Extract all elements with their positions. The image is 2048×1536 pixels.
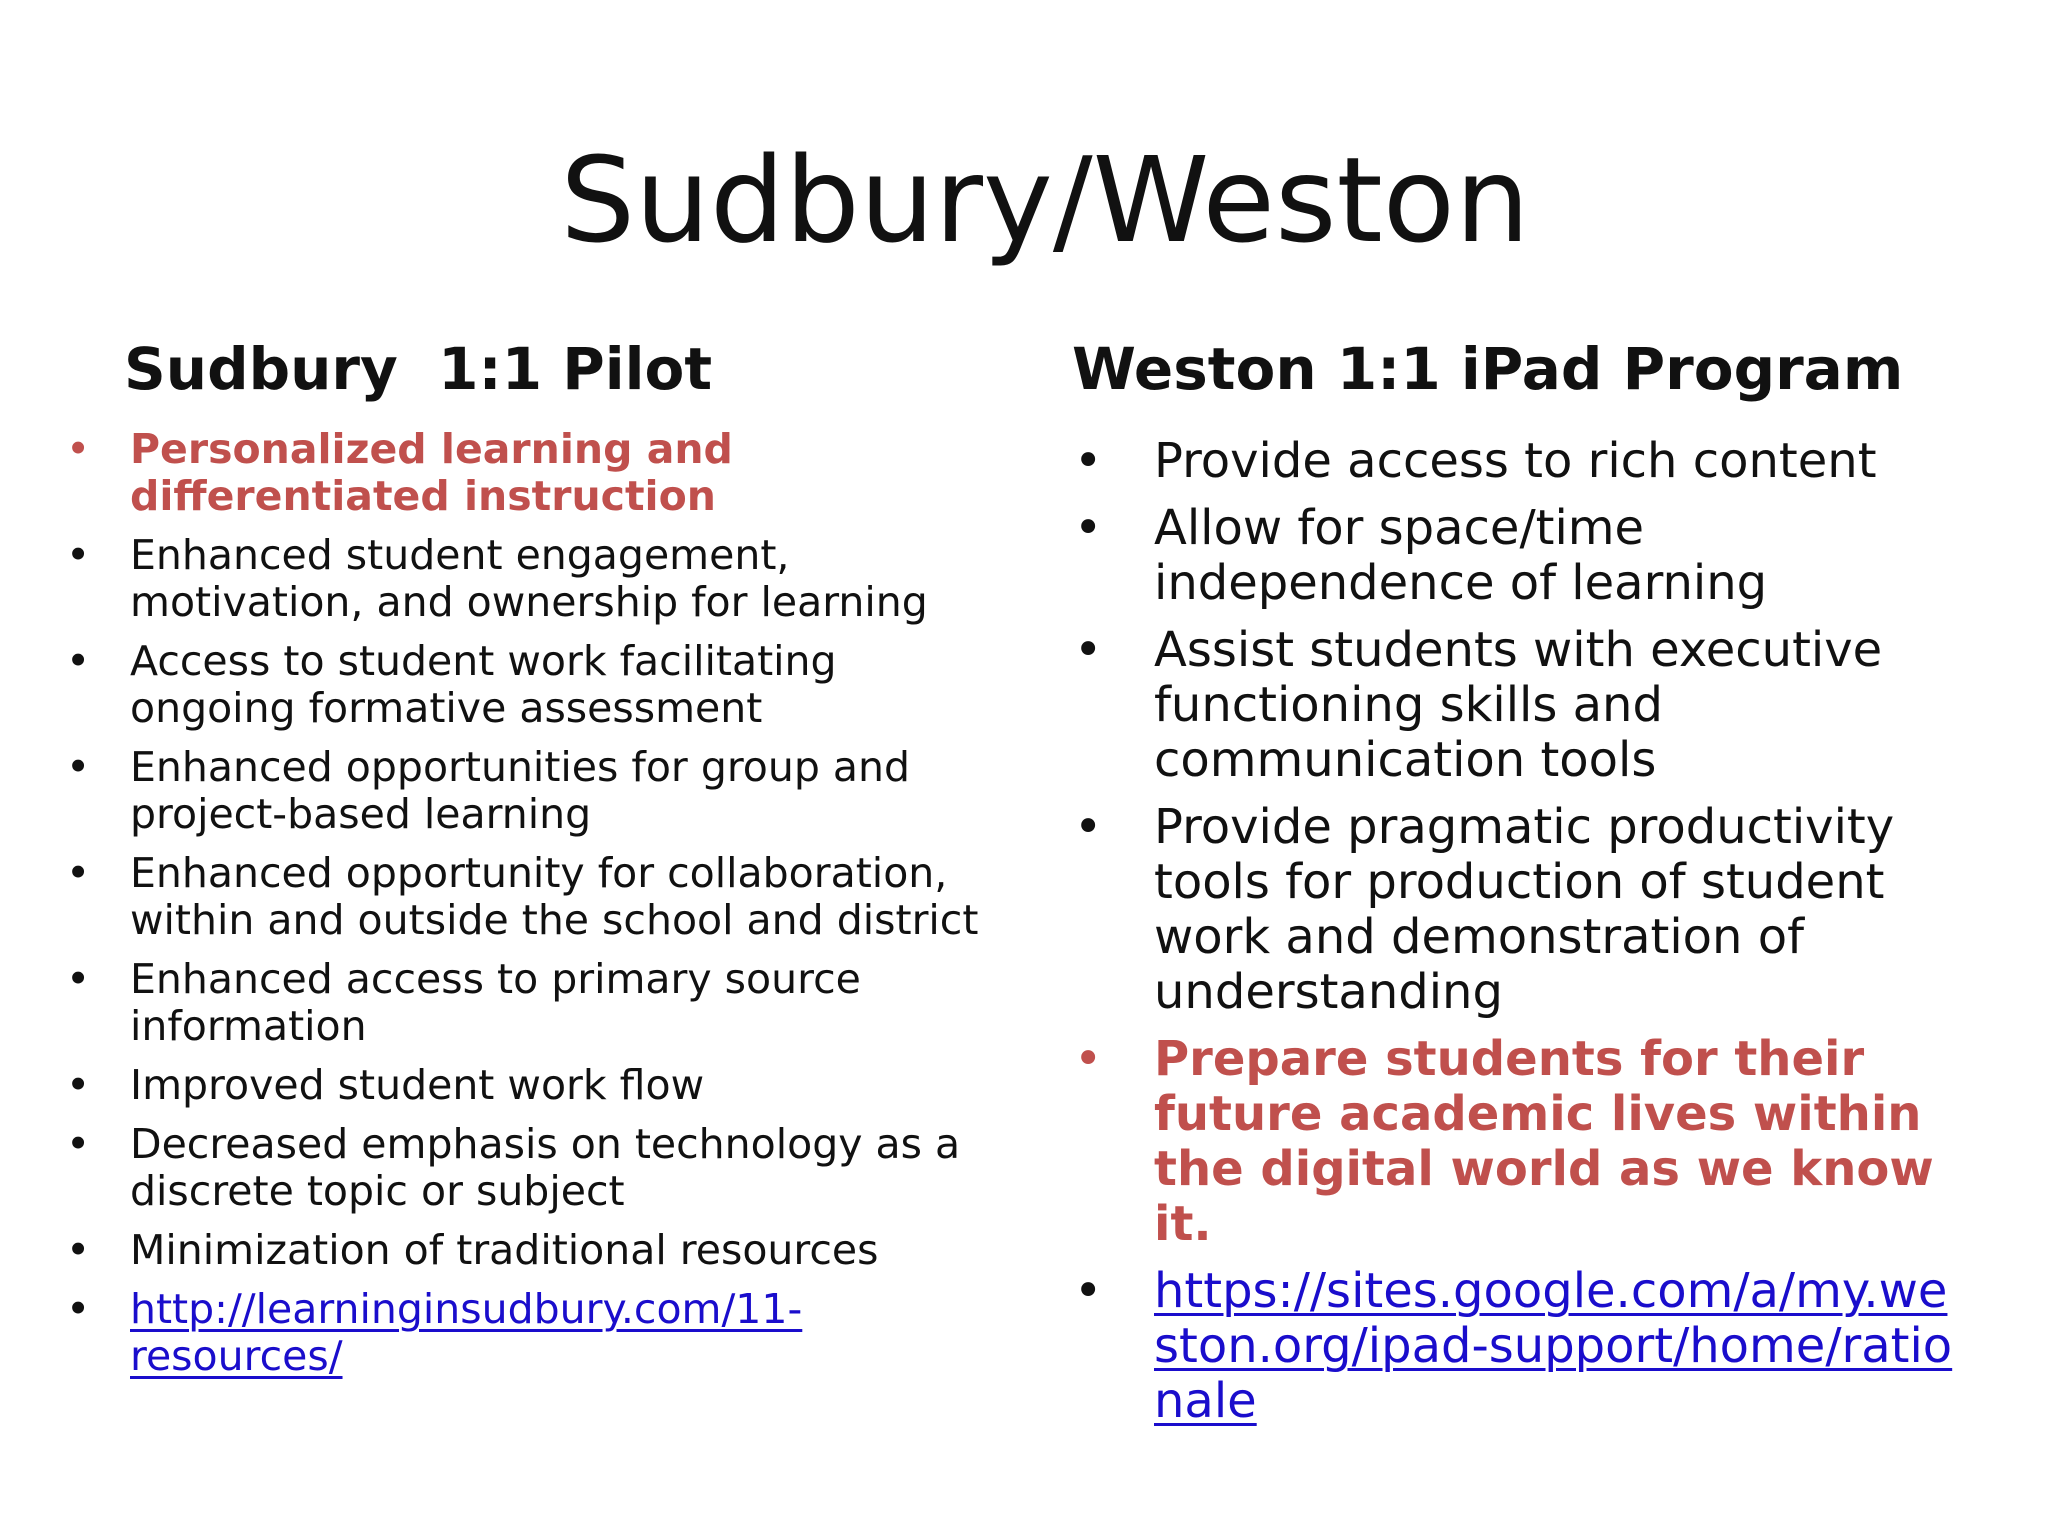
item-text: Minimization of traditional resources	[130, 1226, 879, 1274]
bullet-icon: •	[66, 955, 91, 1003]
item-text: Provide pragmatic productivity tools for production of student work and demonstration of understanding	[1154, 799, 1895, 1020]
sudbury-item-work-flow	[60, 1062, 980, 1109]
bullet-icon: •	[66, 1285, 91, 1333]
bullet-icon: •	[66, 849, 91, 897]
bullet-icon: •	[66, 1120, 91, 1168]
item-text: Enhanced student engagement, motivation, and ownership for learning	[130, 531, 928, 626]
weston-item-executive	[1068, 623, 1968, 788]
bullet-icon: •	[66, 425, 91, 473]
bullet-icon: •	[66, 637, 91, 685]
weston-item-link	[1068, 1264, 1968, 1429]
sudbury-item-engagement	[60, 532, 980, 626]
sudbury-resources-link[interactable]: http://learninginsudbury.com/11-resources/	[130, 1285, 803, 1380]
sudbury-list	[60, 426, 980, 1392]
weston-item-prepare	[1068, 1032, 1968, 1252]
bullet-icon: •	[1074, 433, 1103, 489]
item-text: Allow for space/time independence of learning	[1154, 500, 1768, 611]
sudbury-item-group	[60, 744, 980, 838]
weston-item-independence	[1068, 501, 1968, 611]
bullet-icon: •	[66, 1226, 91, 1274]
item-text: Improved student work flow	[130, 1061, 705, 1109]
sudbury-item-primary-source	[60, 956, 980, 1050]
item-text: Provide access to rich content	[1154, 433, 1877, 489]
item-text: Prepare students for their future academic lives within the digital world as we know it.	[1154, 1031, 1934, 1252]
sudbury-item-collaboration	[60, 850, 980, 944]
bullet-icon: •	[1074, 622, 1103, 678]
item-text: Enhanced opportunity for collaboration, within and outside the school and district	[130, 849, 979, 944]
item-text: Assist students with executive functioning skills and communication tools	[1154, 622, 1883, 788]
slide-title: Sudbury/Weston	[560, 131, 1530, 269]
bullet-icon: •	[66, 743, 91, 791]
weston-item-productivity	[1068, 800, 1968, 1020]
item-text: Enhanced opportunities for group and project-based learning	[130, 743, 911, 838]
weston-rationale-link[interactable]: https://sites.google.com/a/my.weston.org/ipad-support/home/rationale	[1154, 1263, 1953, 1429]
weston-list	[1068, 434, 1968, 1441]
sudbury-heading: Sudbury 1:1 Pilot	[124, 335, 713, 403]
weston-item-rich-content	[1068, 434, 1968, 489]
item-text: Access to student work facilitating ongoing formative assessment	[130, 637, 837, 732]
item-text: Personalized learning and differentiated instruction	[130, 425, 733, 520]
bullet-icon: •	[1074, 1263, 1103, 1319]
bullet-icon: •	[66, 1061, 91, 1109]
item-text: Decreased emphasis on technology as a discrete topic or subject	[130, 1120, 961, 1215]
bullet-icon: •	[1074, 1031, 1103, 1087]
bullet-icon: •	[1074, 799, 1103, 855]
sudbury-item-link	[60, 1286, 980, 1380]
weston-heading: Weston 1:1 iPad Program	[1072, 335, 1904, 403]
item-text: Enhanced access to primary source information	[130, 955, 861, 1050]
bullet-icon: •	[66, 531, 91, 579]
sudbury-item-traditional	[60, 1227, 980, 1274]
sudbury-item-technology	[60, 1121, 980, 1215]
sudbury-item-personalized	[60, 426, 980, 520]
bullet-icon: •	[1074, 500, 1103, 556]
sudbury-item-formative	[60, 638, 980, 732]
